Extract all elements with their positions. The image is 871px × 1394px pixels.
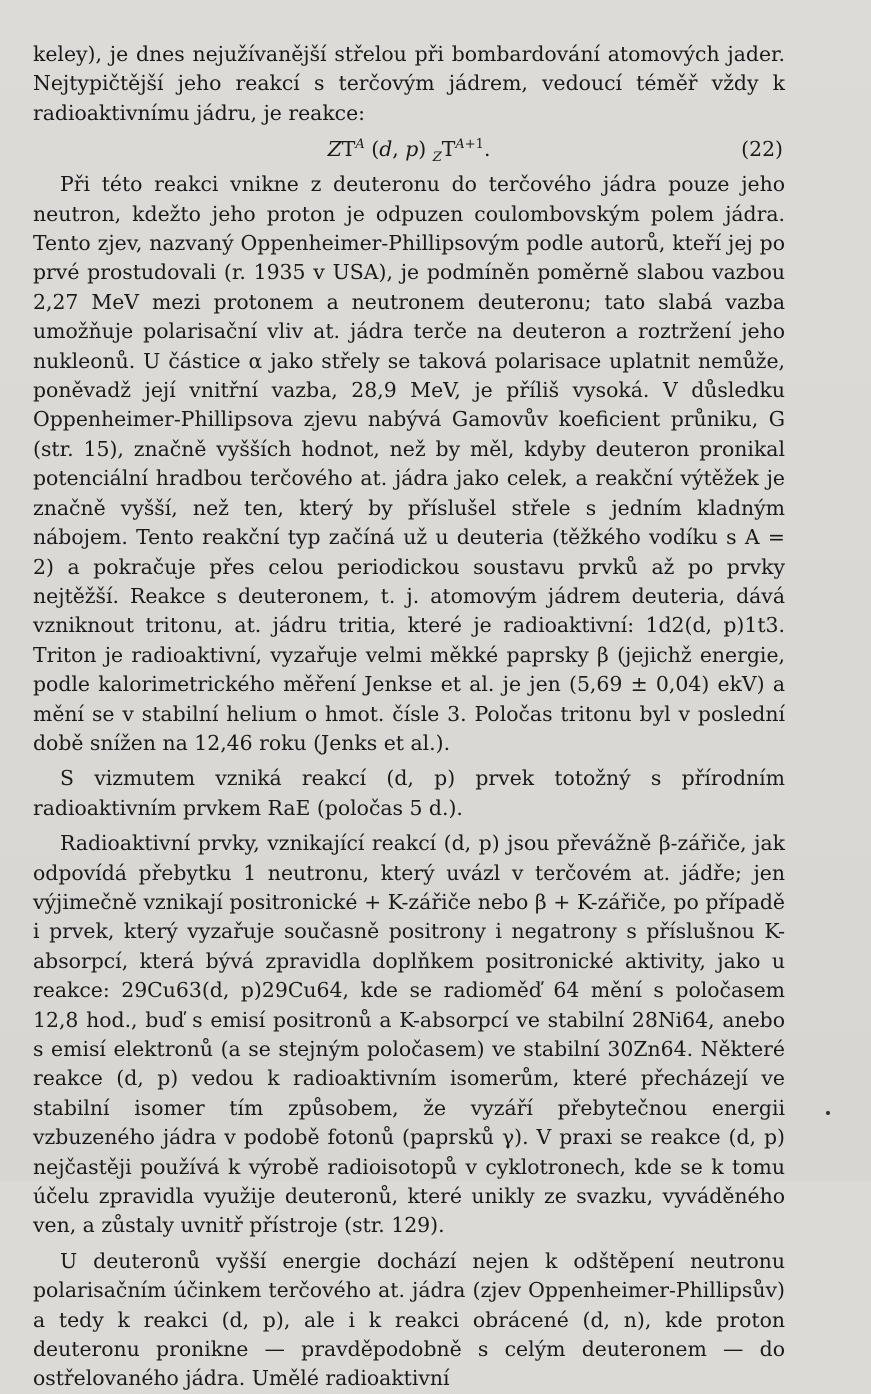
paragraph-5: U deuteronů vyšší energie dochází nejen k odštěpení neutronu polarisačním účinkem terčového at. jádra (zjev Oppenheimer-Phillipsův) a tedy k reakci (d, p), ale i k reakci obrácené (d, n), kde proton deuteronu pronikne — pravděpodobně s celým deuteronem — do ostřelovaného jádra. Umělé radioaktivní xyxy=(33,1248,785,1391)
equation-number: (22) xyxy=(741,137,783,162)
page-text-block xyxy=(33,40,785,1394)
equation-22 xyxy=(33,128,785,170)
margin-speck xyxy=(826,1111,830,1115)
paragraph-3: S vizmutem vzniká reakcí (d, p) prvek totožný s přírodním radioaktivním prvkem RaE (poločas 5 d.). xyxy=(33,766,785,820)
paragraph-1: keley), je dnes nejužívanější střelou při bombardování atomových jader. Nejtypičtější jeho reakcí s terčovým jádrem, vedoucí téměř vždy k radioaktivnímu jádru, je reakce: xyxy=(33,42,785,125)
paragraph-2: Při této reakci vnikne z deuteronu do terčového jádra pouze jeho neutron, kdežto jeho proton je odpuzen coulombovským polem jádra. Tento zjev, nazvaný Oppenheimer-Phillipsovým podle autorů, kteří jej po prvé prostudovali (r. 1935 v USA), je podmíněn poměrně slabou vazbou 2,27 MeV mezi protonem a neutronem deuteronu; tato slabá vazba umožňuje polarisační vliv at. jádra terče na deuteron a roztržení jeho nukleonů. U částice α jako střely se taková polarisace uplatnit nemůže, poněvadž její vnitřní vazba, 28,9 MeV, je příliš vysoká. V důsledku Oppenheimer-Phillipsova zjevu nabývá Gamovův koeficient průniku, G (str. 15), značně vyšších hodnot, než by měl, kdyby deuteron pronikal potenciální hradbou terčového at. jádra jako celek, a reakční výtěžek je značně vyšší, než ten, který by příslušel střele s jedním kladným nábojem. Tento reakční typ začíná už u deuteria (těžkého vodíku s A = 2) a pokračuje přes celou periodickou soustavu prvků až po prvky nejtěžší. Reakce s deuteronem, t. j. atomovým jádrem deuteria, dává vzniknout tritonu, at. jádru tritia, které je radioaktivní: 1d2(d, p)1t3. Triton je radioaktivní, vyzařuje velmi měkké paprsky β (jejichž energie, podle kalorimetrického měření Jenkse et al. je jen (5,69 ± 0,04) ekV) a mění se v stabilní helium o hmot. čísle 3. Poločas tritonu byl v poslední době snížen na 12,46 roku (Jenks et al.). xyxy=(33,172,785,755)
equation-formula: $ZT^A$ (d, p) $_ZT^{A+1}$. xyxy=(327,137,491,166)
paragraph-4: Radioaktivní prvky, vznikající reakcí (d, p) jsou převážně β-zářiče, jak odpovídá přebytku 1 neutronu, který uvázl v terčovém at. jádře; jen výjimečně vznikají positronické + K-zářiče nebo β + K-zářiče, po případě i prvek, který vyzařuje současně positrony i negatrony s příslušnou K-absorpcí, která bývá zpravidla doplňkem positronické aktivity, jako u reakce: 29Cu63(d, p)29Cu64, kde se radioměď 64 mění s poločasem 12,8 hod., buď s emisí positronů a K-absorpcí ve stabilní 28Ni64, anebo s emisí elektronů (a se stejným poločasem) ve stabilní 30Zn64. Některé reakce (d, p) vedou k radioaktivním isomerům, které přecházejí ve stabilní isomer tím způsobem, že vyzáří přebytečnou energii vzbuzeného jádra v podobě fotonů (paprsků γ). V praxi se reakce (d, p) nejčastěji používá k výrobě radioisotopů v cyklotronech, kde se k tomu účelu zpravidla využije deuteronů, které unikly ze svazku, vyváděného ven, a zůstaly uvnitř přístroje (str. 129). xyxy=(33,831,785,1238)
